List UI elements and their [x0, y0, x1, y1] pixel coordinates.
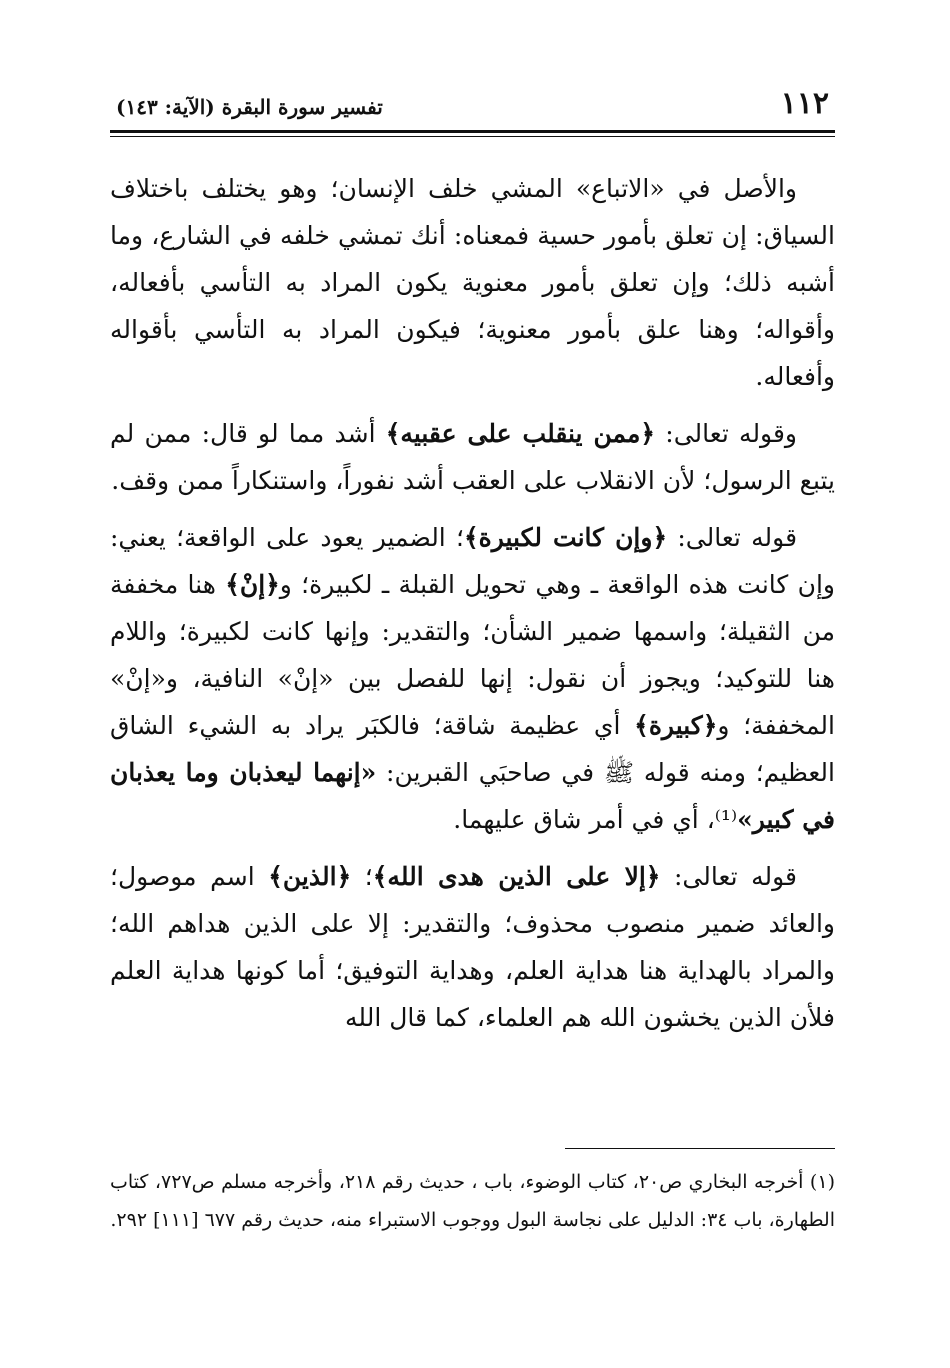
paragraph-4-intro: قوله تعالى:	[660, 862, 797, 891]
paragraph-3-text: ، أي في أمر شاق عليهما.	[453, 805, 715, 834]
quran-quote-word: ﴿الذين﴾	[268, 862, 352, 891]
page-header	[110, 78, 835, 128]
paragraph-3-text: ؛ الضمير يعود على الواقعة؛ يعني: وإن كانت هذه الواقعة ـ وهي تحويل القبلة ـ لكبيرة؛ و	[110, 523, 835, 599]
book-page	[110, 78, 835, 1308]
page-number: ١١٢	[780, 86, 829, 121]
paragraph-3	[110, 514, 835, 843]
paragraph-4-text: ؛	[351, 862, 373, 891]
paragraph-4	[110, 853, 835, 1041]
footnote-separator	[565, 1148, 835, 1149]
paragraph-4-text: اسم موصول؛ والعائد ضمير منصوب محذوف؛ والتقدير: إلا على الذين هداهم الله؛ والمراد بالهداية هنا هداية العلم، وهداية التوفيق؛ أما كونها هداية العلم فلأن الذين يخشون الله هم العلماء، كما قال الله	[110, 862, 835, 1032]
quran-quote: ﴿وإن كانت لكبيرة﴾	[463, 523, 668, 552]
footnote-marker: ⁽¹⁾	[714, 805, 738, 834]
hadith-quote: «إنهما ليعذبان وما يعذبان في كبير»	[110, 758, 835, 834]
page-body	[110, 165, 835, 1041]
header-rule-thick	[110, 130, 835, 133]
footnote-1: (١) أخرجه البخاري ص٢٠، كتاب الوضوء، باب ، حديث رقم ٢١٨، وأخرجه مسلم ص٧٢٧، كتاب الطهارة، باب ٣٤: الدليل على نجاسة البول ووجوب الاستبراء منه، حديث رقم ٦٧٧ [١١١] ٢٩٢.	[110, 1171, 835, 1231]
quran-quote: ﴿ممن ينقلب على عقبيه﴾	[385, 419, 656, 448]
paragraph-2-text: أشد مما لو قال: ممن لم يتبع الرسول؛ لأن الانقلاب على العقب أشد نفوراً، واستنكاراً ممن وقف.	[110, 419, 835, 495]
paragraph-3-text: أي عظيمة شاقة؛ فالكبَر يراد به الشيء الشاق العظيم؛ ومنه قوله ﷺ في صاحبَي القبرين:	[110, 711, 835, 787]
paragraph-3-text: هنا مخففة من الثقيلة؛ واسمها ضمير الشأن؛ والتقدير: وإنها كانت لكبيرة؛ واللام هنا للتوكيد؛ ويجوز أن نقول: إنها للفصل بين «إنْ» النافية، و«إنْ» المخففة؛ و	[110, 570, 835, 740]
paragraph-1: والأصل في «الاتباع» المشي خلف الإنسان؛ وهو يختلف باختلاف السياق: إن تعلق بأمور حسية فمعناه: أنك تمشي خلفه في الشارع، وما أشبه ذلك؛ وإن تعلق بأمور معنوية يكون المراد به التأسي بأفعاله، وأقواله؛ وهنا علق بأمور معنوية؛ فيكون المراد به التأسي بأقواله وأفعاله.	[110, 174, 835, 391]
running-title: تفسير سورة البقرة (الآية: ١٤٣)	[116, 95, 383, 119]
paragraph-3-intro: قوله تعالى:	[667, 523, 798, 552]
quran-quote: ﴿إلا على الذين هدى الله﴾	[372, 862, 661, 891]
footnote	[110, 1163, 835, 1239]
quran-quote-word: ﴿إنْ﴾	[225, 570, 280, 599]
header-rule-thin	[110, 136, 835, 137]
quran-quote-word: ﴿كبيرة﴾	[634, 711, 718, 740]
paragraph-2-intro: وقوله تعالى:	[655, 419, 797, 448]
paragraph-2	[110, 410, 835, 504]
